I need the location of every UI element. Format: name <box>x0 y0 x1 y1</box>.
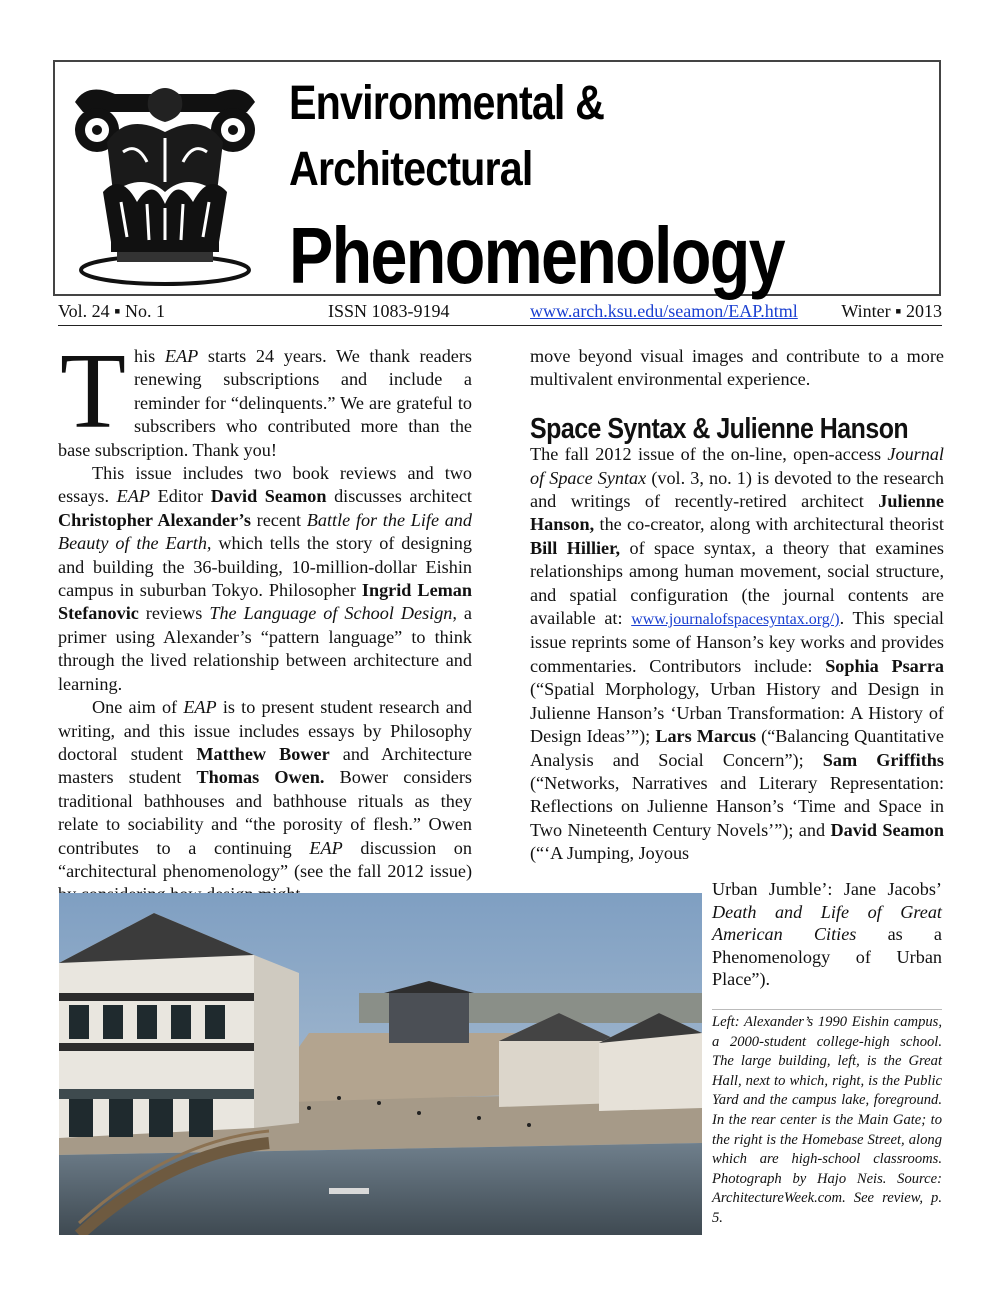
masthead <box>53 60 941 300</box>
text: One aim of <box>92 697 184 718</box>
name-owen: Thomas Owen. <box>196 767 325 788</box>
text: The fall 2012 issue of the on-line, open-access <box>530 444 888 465</box>
right-column <box>530 345 944 866</box>
text: (vol. 3, no. 1) is devoted to the research and writings of recently-retired architect <box>530 467 945 512</box>
volume-number: Vol. 24 ▪ No. 1 <box>58 301 166 321</box>
name-seamon: David Seamon <box>210 486 327 507</box>
section-heading: Space Syntax & Julienne Hanson <box>530 412 909 445</box>
name-stefanovic: Ingrid Leman Stefanovic <box>58 580 472 624</box>
text: of space syntax, a theory that examines relationships among human movement, social structure, and spatial configuration (the journal contents are available at: <box>530 537 945 629</box>
text: This issue includes two book reviews and two essays. <box>58 463 472 507</box>
text: which tells the story of designing and building the 36-building, 10-million-dollar Eishin campus in suburban Tokyo. Philosopher <box>58 533 472 601</box>
text: is to present student research and writing, and this issue includes essays by Philosophy doctoral student <box>58 697 472 764</box>
name-griffiths: Sam Griffiths <box>822 749 944 770</box>
issue-season: Winter ▪ 2013 <box>841 301 942 321</box>
continuation-paragraph: move beyond visual images and contribute to a more multivalent environmental experience. <box>530 346 944 390</box>
text: Urban Jumble’: Jane Jacobs’ <box>712 879 942 899</box>
eap-abbrev: EAP <box>183 697 217 718</box>
text: starts 24 years. We thank readers renewing subscriptions and include a reminder for “delinquents.” We are grateful to subscribers who contributed more than the base subscription. Thank you! <box>58 346 472 460</box>
name-hanson: Julienne Hanson, <box>530 491 944 535</box>
title-line-3: Phenomenology <box>289 211 784 300</box>
journal-title: Journal of Space Syntax <box>530 444 944 488</box>
wrapped-text <box>712 878 942 991</box>
text: discusses architect <box>326 486 472 507</box>
space-syntax-paragraph <box>530 443 944 865</box>
eap-abbrev: EAP <box>164 346 199 366</box>
text: his <box>133 346 165 366</box>
text: Editor <box>149 486 211 507</box>
eap-abbrev: EAP <box>309 837 343 858</box>
text: the co-creator, along with architectural theorist <box>594 514 944 535</box>
name-psarra: Sophia Psarra <box>825 655 944 676</box>
space-syntax-journal-link[interactable]: www.journalofspacesyntax.org/) <box>631 611 840 629</box>
book-title-language: The Language of School Design, <box>209 603 457 624</box>
issn: ISSN 1083-9194 <box>328 301 450 321</box>
name-seamon: David Seamon <box>830 819 944 840</box>
text: (“‘A Jumping, Joyous <box>530 843 690 864</box>
title-line-1: Environmental & <box>289 77 605 130</box>
text: (“Networks, Narratives and Literary Representation: Reflections on Julienne Hanson’s ‘Time and Space in Two Nineteenth Century Novels’”); and <box>530 772 944 840</box>
text: a primer using Alexander’s “pattern language” to think through the lived relationship between architecture and learning. <box>58 603 472 694</box>
name-marcus: Lars Marcus <box>655 726 757 747</box>
text: (“Spatial Morphology, Urban History and Design in Julienne Hanson’s ‘Urban Transformation: A History of Design Ideas’”); <box>530 679 944 747</box>
drop-cap: T <box>60 332 126 451</box>
campus-photo-illustration <box>59 893 702 1235</box>
intro-paragraph <box>58 332 472 462</box>
text: and Architecture masters student <box>58 743 473 788</box>
text: (“Balancing Quantitative Analysis and Social Concern”); <box>530 726 944 770</box>
title-line-2: Architectural <box>289 143 533 196</box>
corinthian-capital-logo <box>67 72 263 292</box>
text: as a Phenomenology of Urban Place”). <box>712 924 942 990</box>
name-alexander: Christopher Alexander’s <box>58 509 251 530</box>
text: recent <box>250 509 307 530</box>
student-essays-paragraph <box>58 696 472 907</box>
journal-website-link[interactable]: www.arch.ksu.edu/seamon/EAP.html <box>530 301 798 321</box>
left-column <box>58 332 473 907</box>
book-title-battle: Battle for the Life and Beauty of the Earth, <box>58 509 472 554</box>
text: reviews <box>138 603 210 624</box>
issue-contents-paragraph <box>58 462 472 696</box>
book-title-death-and-life: Death and Life of Great American Cities <box>712 901 942 945</box>
text: . This special issue reprints some of Hanson’s key works and provides commentaries. Contributors include: <box>530 608 944 676</box>
name-bower: Matthew Bower <box>196 743 330 764</box>
text: discussion on “architectural phenomenology” (see the fall 2012 issue) <box>58 837 472 881</box>
text: Bower considers traditional bathhouses and bathhouse rituals as they relate to sociability and “the porosity of flesh.” Owen contributes to a continuing <box>58 767 472 858</box>
eishin-campus-photo <box>59 893 702 1235</box>
photo-caption: Left: Alexander’s 1990 Eishin campus, a 2000-student college-high school. The large building, left, is the Great Hall, next to which, right, is the Public Yard and the campus lake, foreground. In the rear center is the Main Gate; to the right is the Homebase Street, along which are high-school classrooms. Photograph by Hajo Neis. Source: ArchitectureWeek.com. See review, p. 5. <box>712 1009 942 1229</box>
issue-info-bar <box>58 301 942 326</box>
eap-abbrev: EAP <box>116 486 150 507</box>
name-hillier: Bill Hillier, <box>530 537 621 558</box>
